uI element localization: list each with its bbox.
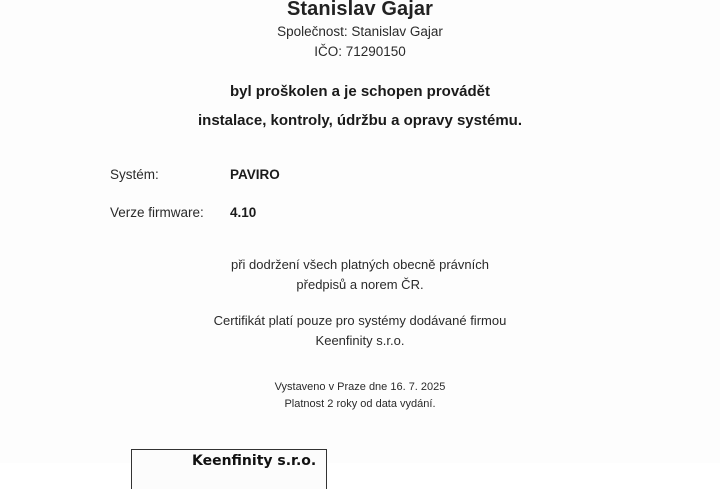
system-label: Systém: — [110, 167, 159, 182]
issued-line: Vystaveno v Praze dne 16. 7. 2025 — [274, 381, 446, 393]
company-line: Společnost: Stanislav Gajar — [277, 24, 443, 39]
company-stamp — [131, 449, 327, 489]
compliance-line-1: při dodržení všech platných obecně právních — [231, 257, 489, 272]
ico-line: IČO: 71290150 — [314, 44, 406, 59]
validity-period-line: Platnost 2 roky od data vydání. — [284, 398, 436, 410]
system-value: PAVIRO — [230, 167, 280, 182]
statement-line-1: byl proškolen a je schopen provádět — [229, 83, 491, 100]
firmware-value: 4.10 — [230, 205, 257, 220]
stamp-text: Keenfinity s.r.o. — [192, 453, 317, 469]
statement-line-2: instalace, kontroly, údržbu a opravy systému. — [198, 112, 522, 129]
scope-line-1: Certifikát platí pouze pro systémy dodávané firmou — [213, 313, 507, 328]
compliance-line-2: předpisů a norem ČR. — [296, 277, 424, 292]
scope-line-2: Keenfinity s.r.o. — [315, 333, 405, 348]
firmware-label: Verze firmware: — [110, 205, 204, 220]
holder-name: Stanislav Gajar — [286, 0, 434, 20]
